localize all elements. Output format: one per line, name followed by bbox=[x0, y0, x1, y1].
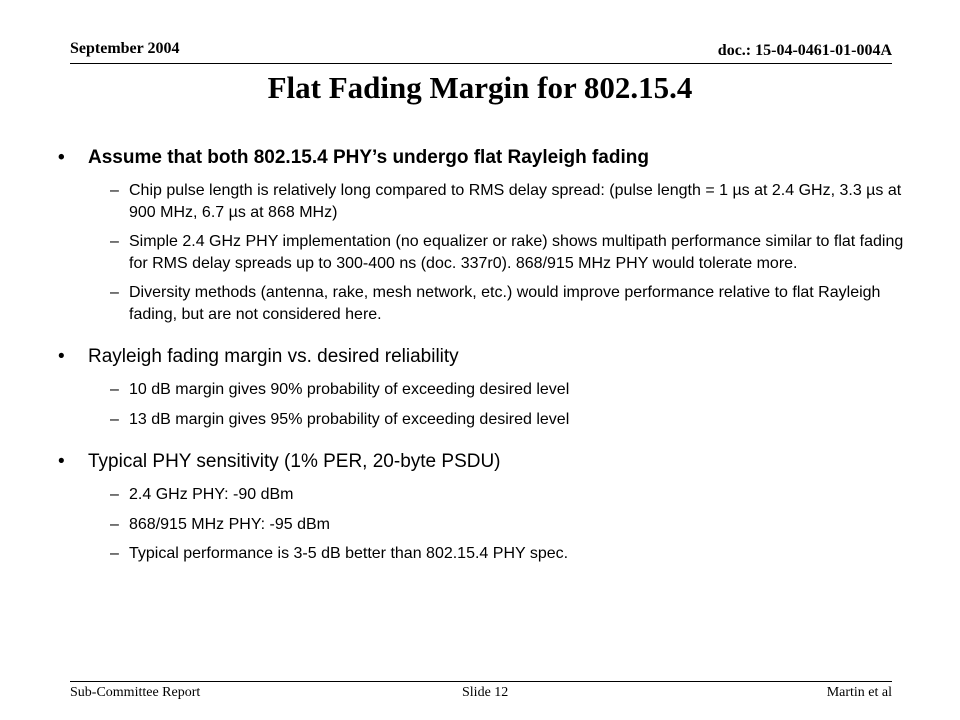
sub-bullet-item bbox=[58, 231, 918, 274]
sub-bullet-text: 10 dB margin gives 90% probability of exceeding desired level bbox=[129, 381, 570, 398]
bullet-marker: • bbox=[58, 451, 65, 472]
sub-bullet-text: 2.4 GHz PHY: -90 dBm bbox=[129, 486, 294, 503]
footer-right: Martin et al bbox=[826, 685, 892, 700]
sub-bullet-item bbox=[58, 543, 918, 565]
sub-bullet-text: Typical performance is 3-5 dB better than 802.15.4 PHY spec. bbox=[129, 545, 569, 562]
bullet-marker: • bbox=[58, 346, 65, 367]
dash-marker: – bbox=[110, 284, 119, 301]
sub-bullet-text: Diversity methods (antenna, rake, mesh network, etc.) would improve performance relative to flat Rayleigh fading, but are not considered here. bbox=[129, 284, 881, 323]
header-doc-id: doc.: 15-04-0461-01-004A bbox=[717, 42, 892, 59]
bullet-text: Typical PHY sensitivity (1% PER, 20-byte PSDU) bbox=[88, 451, 501, 472]
footer-left: Sub-Committee Report bbox=[70, 685, 201, 700]
sub-bullet-text: Chip pulse length is relatively long compared to RMS delay spread: (pulse length = 1 µs at 2.4 GHz, 3.3 µs at 900 MHz, 6.7 µs at 868 MHz) bbox=[129, 182, 902, 221]
dash-marker: – bbox=[110, 233, 119, 250]
sub-bullet-item bbox=[58, 484, 918, 506]
bullet-item bbox=[58, 146, 918, 170]
dash-marker: – bbox=[110, 515, 119, 533]
bullet-marker: • bbox=[58, 147, 65, 168]
dash-marker: – bbox=[110, 545, 119, 562]
footer-divider bbox=[70, 681, 892, 682]
sub-bullet-text: Simple 2.4 GHz PHY implementation (no equalizer or rake) shows multipath performance similar to flat fading for RMS delay spreads up to 300-400 ns (doc. 337r0). 868/915 MHz PHY would tolerate more. bbox=[129, 233, 904, 272]
bullet-item bbox=[58, 450, 918, 474]
dash-marker: – bbox=[110, 381, 119, 398]
slide-body bbox=[58, 138, 918, 565]
sub-bullet-item bbox=[58, 409, 918, 431]
sub-bullet-text: 868/915 MHz PHY: -95 dBm bbox=[129, 515, 330, 533]
bullet-text: Assume that both 802.15.4 PHY’s undergo flat Rayleigh fading bbox=[88, 147, 649, 168]
bullet-item bbox=[58, 345, 918, 369]
dash-marker: – bbox=[110, 182, 119, 199]
sub-bullet-item bbox=[58, 180, 918, 223]
sub-bullet-text: 13 dB margin gives 95% probability of exceeding desired level bbox=[129, 410, 570, 428]
footer-slide-number: Slide 12 bbox=[462, 685, 509, 700]
slide-title: Flat Fading Margin for 802.15.4 bbox=[267, 70, 693, 105]
dash-marker: – bbox=[110, 486, 119, 503]
header-divider bbox=[70, 63, 892, 64]
sub-bullet-item bbox=[58, 514, 918, 536]
bullet-text: Rayleigh fading margin vs. desired reliability bbox=[88, 346, 459, 367]
sub-bullet-item bbox=[58, 379, 918, 401]
dash-marker: – bbox=[110, 410, 119, 428]
header-date: September 2004 bbox=[70, 40, 180, 57]
sub-bullet-item bbox=[58, 282, 918, 325]
